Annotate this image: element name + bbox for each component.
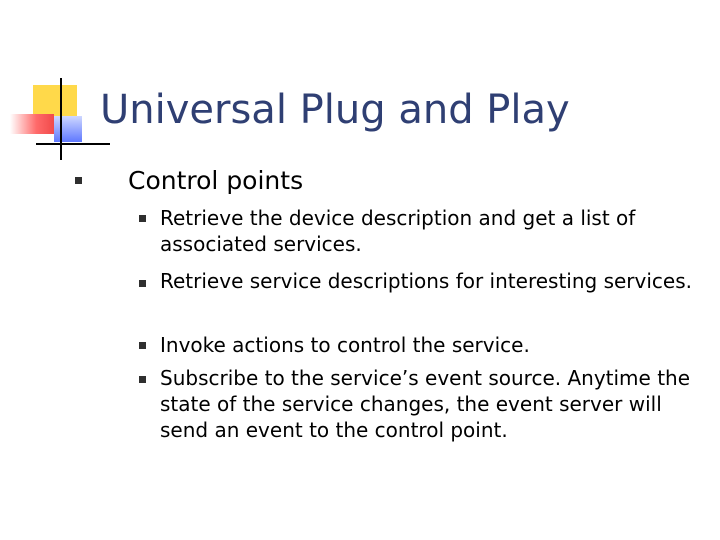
sub-bullet-item: Subscribe to the service’s event source. Anytime the state of the service changes, the event server will send an event to the control point.	[160, 366, 691, 442]
logo-vertical-line	[60, 78, 62, 160]
logo-horizontal-line	[36, 143, 110, 145]
logo-red-bar	[10, 114, 54, 134]
square-bullet-icon	[139, 342, 146, 349]
logo-blue-square	[54, 116, 82, 142]
square-bullet-icon	[75, 177, 82, 184]
square-bullet-icon	[139, 280, 146, 287]
sub-bullet-item: Invoke actions to control the service.	[160, 333, 530, 357]
square-bullet-icon	[139, 215, 146, 222]
slide-title: Universal Plug and Play	[100, 87, 570, 133]
square-bullet-icon	[139, 376, 146, 383]
sub-bullet-item: Retrieve the device description and get a list of associated services.	[160, 206, 636, 256]
decorative-logo	[0, 0, 110, 170]
sub-bullet-item: Retrieve service descriptions for interesting services.	[160, 269, 692, 293]
bullet-control-points: Control points	[128, 166, 304, 195]
